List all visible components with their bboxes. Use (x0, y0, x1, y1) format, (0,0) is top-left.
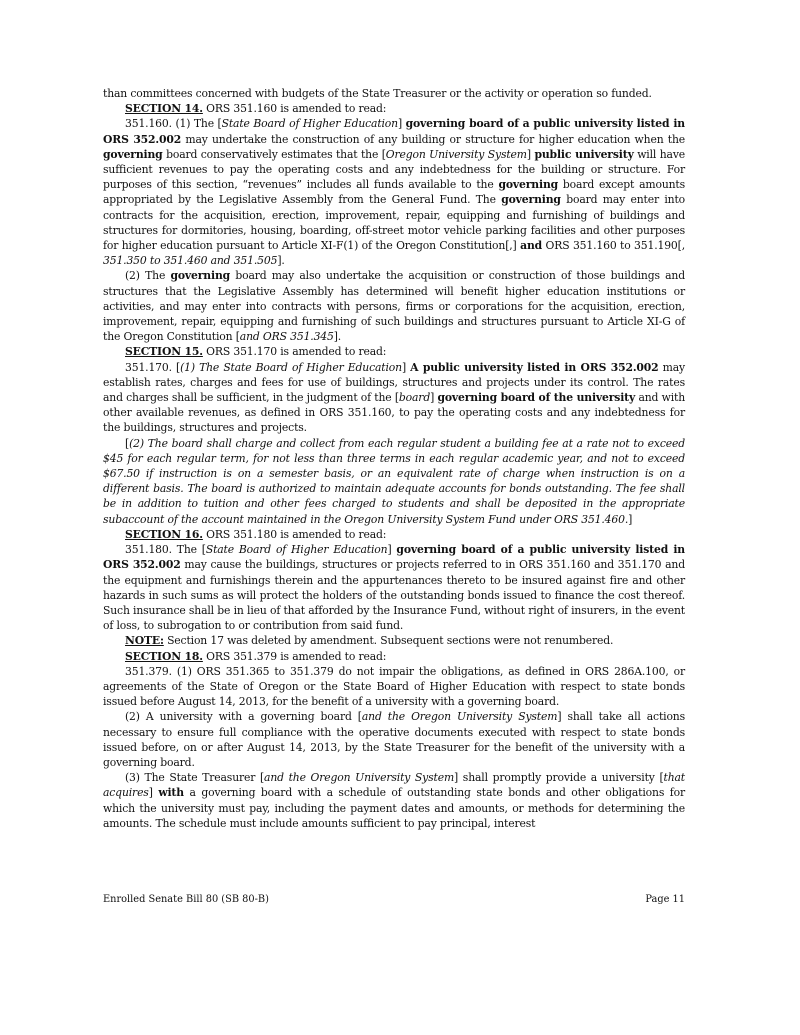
text-run: ORS 351.170 is amended to read: (202, 345, 387, 359)
bold-text: governing board of the university (437, 391, 636, 405)
paragraph (103, 709, 685, 770)
text-run: 351.379. (1) ORS 351.365 to 351.379 do not impair the obligations, as defined in ORS 286A.100, or agreements of the State of Oregon or the State Board of Higher Education with respect to state bonds issued before August 14, 2013, for the benefit of a university with a governing board. (103, 664, 685, 709)
text-run: ] (628, 512, 633, 526)
text-run: ORS 351.379 is amended to read: (202, 649, 387, 663)
italic-text: State Board of Higher Education (205, 543, 388, 557)
bold-text: governing board of a public university listed in ORS 352.002 (103, 117, 685, 146)
text-run: 351.160. (1) The [ (125, 117, 222, 131)
paragraph (103, 344, 685, 359)
text-run: ORS 351.160 to 351.190[, (542, 239, 685, 253)
text-run: ORS 351.160 is amended to read: (202, 102, 387, 116)
text-run: 351.170. [ (125, 360, 181, 374)
paragraph (103, 770, 685, 831)
text-run: ORS 351.180 is amended to read: (202, 527, 387, 541)
text-run: board may enter into contracts for the acquisition, erection, improvement, repair, equipping and furnishing of buildings and structures for dormitories, housing, boarding, off-street motor vehicle parking facilities and other purposes for higher education pursuant to Article XI-F(1) of the Oregon Constitution[,] (103, 193, 685, 253)
text-run: ] (397, 117, 406, 131)
italic-text: and the Oregon University System (264, 771, 455, 785)
bold-text: governing (170, 269, 231, 283)
text-run: ] shall take all actions necessary to ensure full compliance with the operative documents executed with respect to state bonds issued before, on or after August 14, 2013, by the State Treasurer for the benefit of the university with a governing board. (103, 710, 685, 769)
text-run: ] (526, 147, 535, 161)
text-run: ]. (333, 330, 342, 344)
italic-text: (2) The board shall charge and collect from each regular student a building fee at a rate not to exceed $45 for each regular term, for not less than three terms in each regular academic year, and not to exceed $67.50 if instruction is on a semester basis, or an equivalent rate of charge when instruction is on a different basis. The board is authorized to maintain adequate accounts for bonds outstanding. The fee shall be in addition to tuition and other fees charged to students and shall be deposited in the appropriate subaccount of the account maintained in the Oregon University System Fund under ORS 351.460. (103, 436, 685, 526)
italic-text: that acquires (103, 771, 685, 800)
section-heading: SECTION 14. (125, 102, 203, 116)
bold-text: and (520, 239, 543, 253)
paragraph (103, 542, 685, 633)
text-run: [ (125, 436, 130, 450)
bold-text: governing (498, 178, 559, 192)
text-run: ] (387, 543, 397, 557)
paragraph (103, 116, 685, 268)
text-run: may establish rates, charges and fees for use of buildings, structures and projects under its control. The rates and charges shall be sufficient, in the judgment of the [ (103, 360, 685, 405)
text-run: (3) The State Treasurer [ (125, 771, 265, 785)
paragraph (103, 86, 685, 101)
paragraph (103, 633, 685, 648)
text-run: will have sufficient revenues to pay the operating costs and any indebtedness for the building or structure. For purposes of this section, “revenues” includes all funds available to the (103, 147, 686, 192)
text-run: may undertake the construction of any building or structure for higher education when the (181, 132, 685, 146)
footer-bill-title: Enrolled Senate Bill 80 (SB 80-B) (103, 894, 269, 905)
text-run: a governing board with a schedule of outstanding state bonds and other obligations for which the university must pay, including the payment dates and amounts, or methods for determining the amounts. The schedule must include amounts sufficient to pay principal, interest (103, 786, 685, 830)
bold-text: governing (103, 147, 163, 161)
italic-text: 351.350 to 351.460 and 351.505 (103, 254, 278, 268)
text-run: ] shall promptly provide a university [ (454, 771, 664, 785)
text-run: and with other available revenues, as defined in ORS 351.160, to pay the operating costs and any indebtedness for the buildings, structures and projects. (103, 391, 685, 435)
text-run: board conservatively estimates that the [ (162, 147, 386, 161)
text-run: (2) A university with a governing board [ (125, 710, 362, 724)
paragraph (103, 649, 685, 664)
paragraph (103, 101, 685, 116)
text-run: board may also undertake the acquisition or construction of those buildings and structures that the Legislative Assembly has determined will benefit higher education institutions or activities, and may enter into contracts with persons, firms or corporations for the acquisition, erection, improvement, repair, equipping and furnishing of such buildings and structures pursuant to Article XI-G of the Oregon Constitution [ (103, 269, 685, 344)
text-run: ] (401, 360, 411, 374)
section-heading: SECTION 15. (125, 345, 203, 359)
footer-page-number: Page 11 (645, 894, 685, 905)
paragraph (103, 360, 685, 436)
text-run: ] (430, 391, 438, 405)
text-run: board except amounts appropriated by the Legislative Assembly from the General Fund. The (103, 178, 686, 207)
paragraph (103, 436, 685, 527)
text-run: ] (148, 786, 159, 800)
section-heading: SECTION 16. (125, 527, 203, 541)
page-footer (103, 894, 685, 905)
bold-text: with (158, 786, 184, 800)
italic-text: (1) The State Board of Higher Education (180, 360, 402, 374)
bold-text: governing board of a public university listed in ORS 352.002 (103, 543, 685, 572)
text-run: may cause the buildings, structures or projects referred to in ORS 351.160 and 351.170 and the equipment and furnishings therein and the appurtenances thereto to be insured against fire and other hazards in such sums as will protect the holders of the outstanding bonds issued to finance the cost thereof. Such insurance shall be in lieu of that afforded by the Insurance Fund, without right of insurers, in the event of loss, to subrogation to or contribution from said fund. (103, 558, 685, 633)
text-run: than committees concerned with budgets of the State Treasurer or the activity or operation so funded. (103, 87, 652, 100)
bold-text: governing (501, 193, 561, 207)
paragraph (103, 527, 685, 542)
text-run: 351.180. The [ (125, 543, 206, 557)
section-heading: NOTE: (125, 634, 164, 648)
italic-text: and ORS 351.345 (239, 330, 334, 344)
italic-text: State Board of Higher Education (221, 117, 398, 131)
text-run: ]. (277, 254, 285, 268)
text-run: (2) The (125, 269, 171, 283)
italic-text: and the Oregon University System (361, 710, 558, 724)
bold-text: public university (534, 147, 634, 161)
document-body (103, 86, 685, 831)
italic-text: Oregon University System (385, 147, 527, 161)
text-run: Section 17 was deleted by amendment. Subsequent sections were not renumbered. (163, 634, 614, 648)
paragraph (103, 268, 685, 344)
section-heading: SECTION 18. (125, 649, 203, 663)
bold-text: A public university listed in ORS 352.002 (410, 360, 659, 374)
paragraph (103, 664, 685, 710)
italic-text: board (398, 391, 431, 405)
